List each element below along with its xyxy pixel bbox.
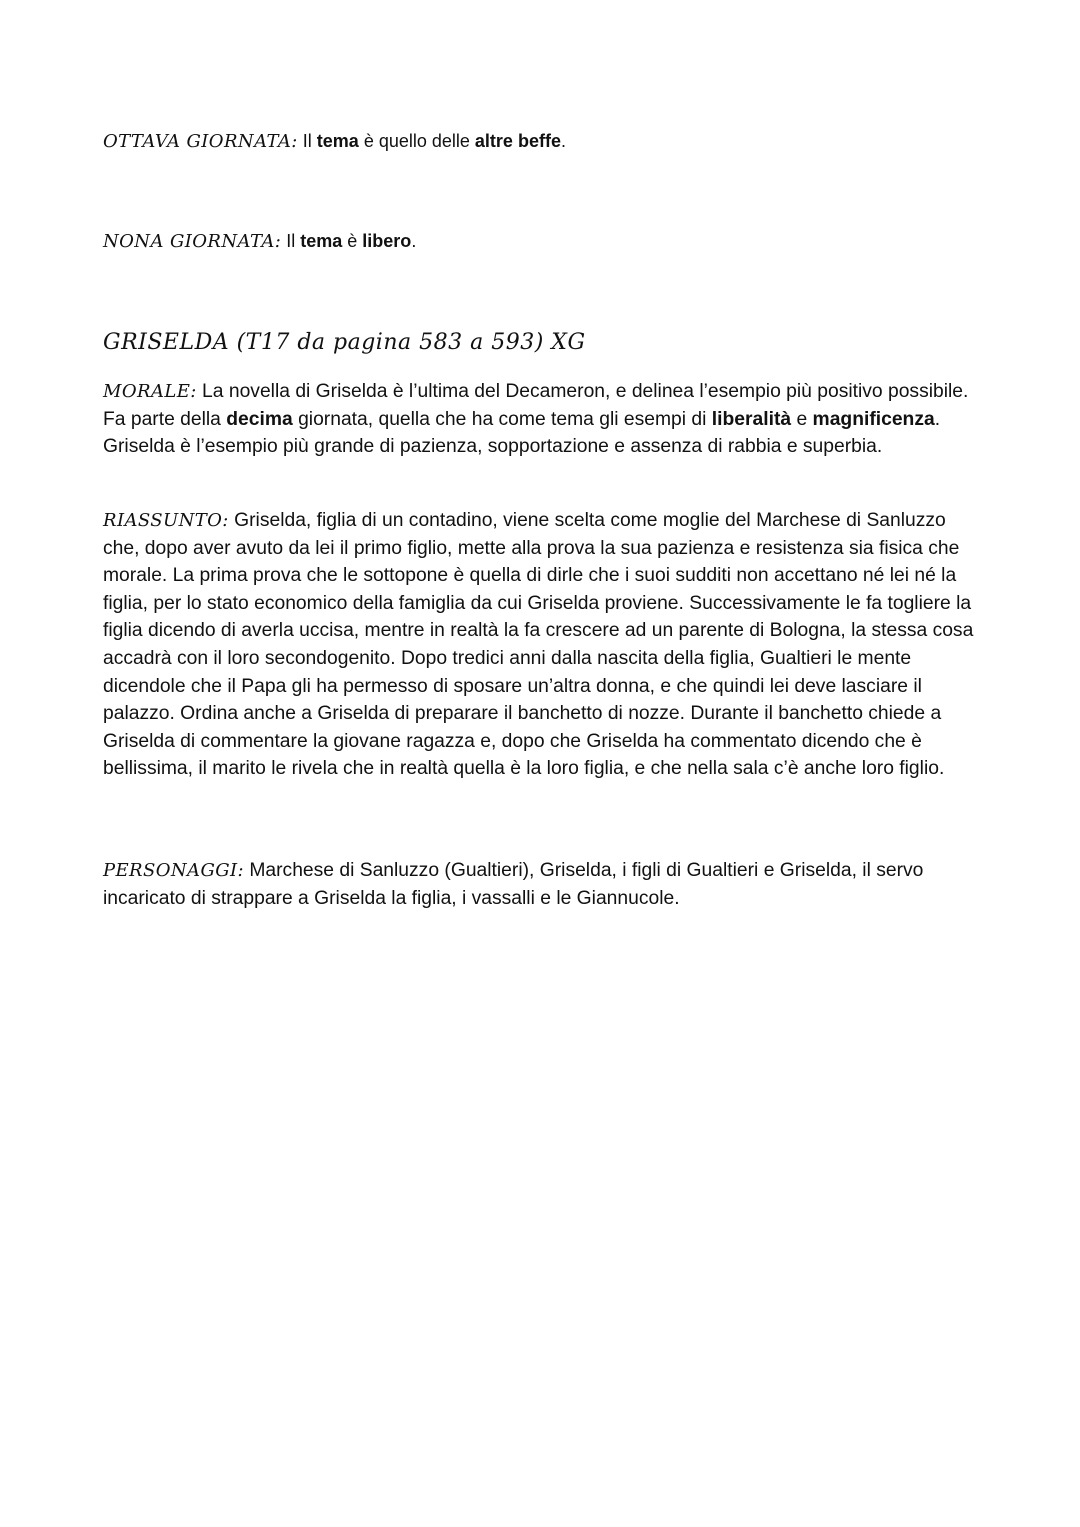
nona-bold-2: libero <box>362 231 412 251</box>
ottava-bold-1: tema <box>316 131 359 151</box>
griselda-title: GRISELDA (T17 da pagina 583 a 593) XG <box>103 330 586 355</box>
ottava-giornata-line <box>103 131 566 152</box>
ottava-text-1: Il <box>297 131 317 151</box>
ottava-text-3: . <box>560 131 566 151</box>
nona-giornata-heading: NONA GIORNATA: <box>103 231 282 252</box>
nona-text-2: è <box>342 231 363 251</box>
morale-text-2: giornata, quella che ha come tema gli esempi di <box>292 408 712 430</box>
morale-text-4: . Griselda è l’esempio più grande di pazienza, sopportazione e assenza di rabbia e superbia. <box>103 408 941 458</box>
nona-giornata-line <box>103 231 416 252</box>
riassunto-paragraph <box>103 507 983 783</box>
ottava-giornata-heading: OTTAVA GIORNATA: <box>103 131 298 152</box>
personaggi-label: PERSONAGGI: <box>103 860 244 881</box>
nona-text-1: Il <box>281 231 301 251</box>
morale-bold-1: decima <box>226 408 293 430</box>
morale-bold-2: liberalità <box>711 408 792 430</box>
personaggi-text: Marchese di Sanluzzo (Gualtieri), Griselda, i figli di Gualtieri e Griselda, il servo incaricato di strappare a Griselda la figlia, i vassalli e le Giannucole. <box>103 860 924 909</box>
morale-text-3: e <box>791 408 813 430</box>
nona-text-3: . <box>411 231 417 251</box>
riassunto-label: RIASSUNTO: <box>103 510 229 531</box>
morale-label: MORALE: <box>103 381 197 402</box>
riassunto-text: Griselda, figlia di un contadino, viene scelta come moglie del Marchese di Sanluzzo che, dopo aver avuto da lei il primo figlio, mette alla prova la sua pazienza e resistenza sia fisica che morale. La prima prova che le sottopone è quella di dirle che i suoi sudditi non accettano né lei né la figlia, per lo stato economico della famiglia da cui Griselda proviene. Successivamente le fa togliere la figlia dicendo di averla uccisa, mentre in realtà la fa crescere ad un parente di Bologna, la stessa cosa accadrà con il loro secondogenito. Dopo tredici anni dalla nascita della figlia, Gualtieri le mente dicendole che il Papa gli ha permesso di sposare un’altra donna, e che quindi lei deve lasciare il palazzo. Ordina anche a Griselda di preparare il banchetto di nozze. Durante il banchetto chiede a Griselda di commentare la giovane ragazza e, dopo che Griselda ha commentato dicendo che è bellissima, il marito le rivela che in realtà quella è la loro figlia, e che nella sala c’è anche loro figlio. <box>103 510 974 780</box>
morale-text-1: La novella di Griselda è l’ultima del Decameron, e delinea l’esempio più positivo possibile. Fa parte della <box>103 381 969 430</box>
morale-bold-3: magnificenza <box>812 408 935 430</box>
personaggi-paragraph <box>103 857 983 912</box>
ottava-text-2: è quello delle <box>358 131 475 151</box>
nona-bold-1: tema <box>300 231 343 251</box>
morale-paragraph <box>103 378 983 461</box>
ottava-bold-2: altre beffe <box>474 131 561 151</box>
